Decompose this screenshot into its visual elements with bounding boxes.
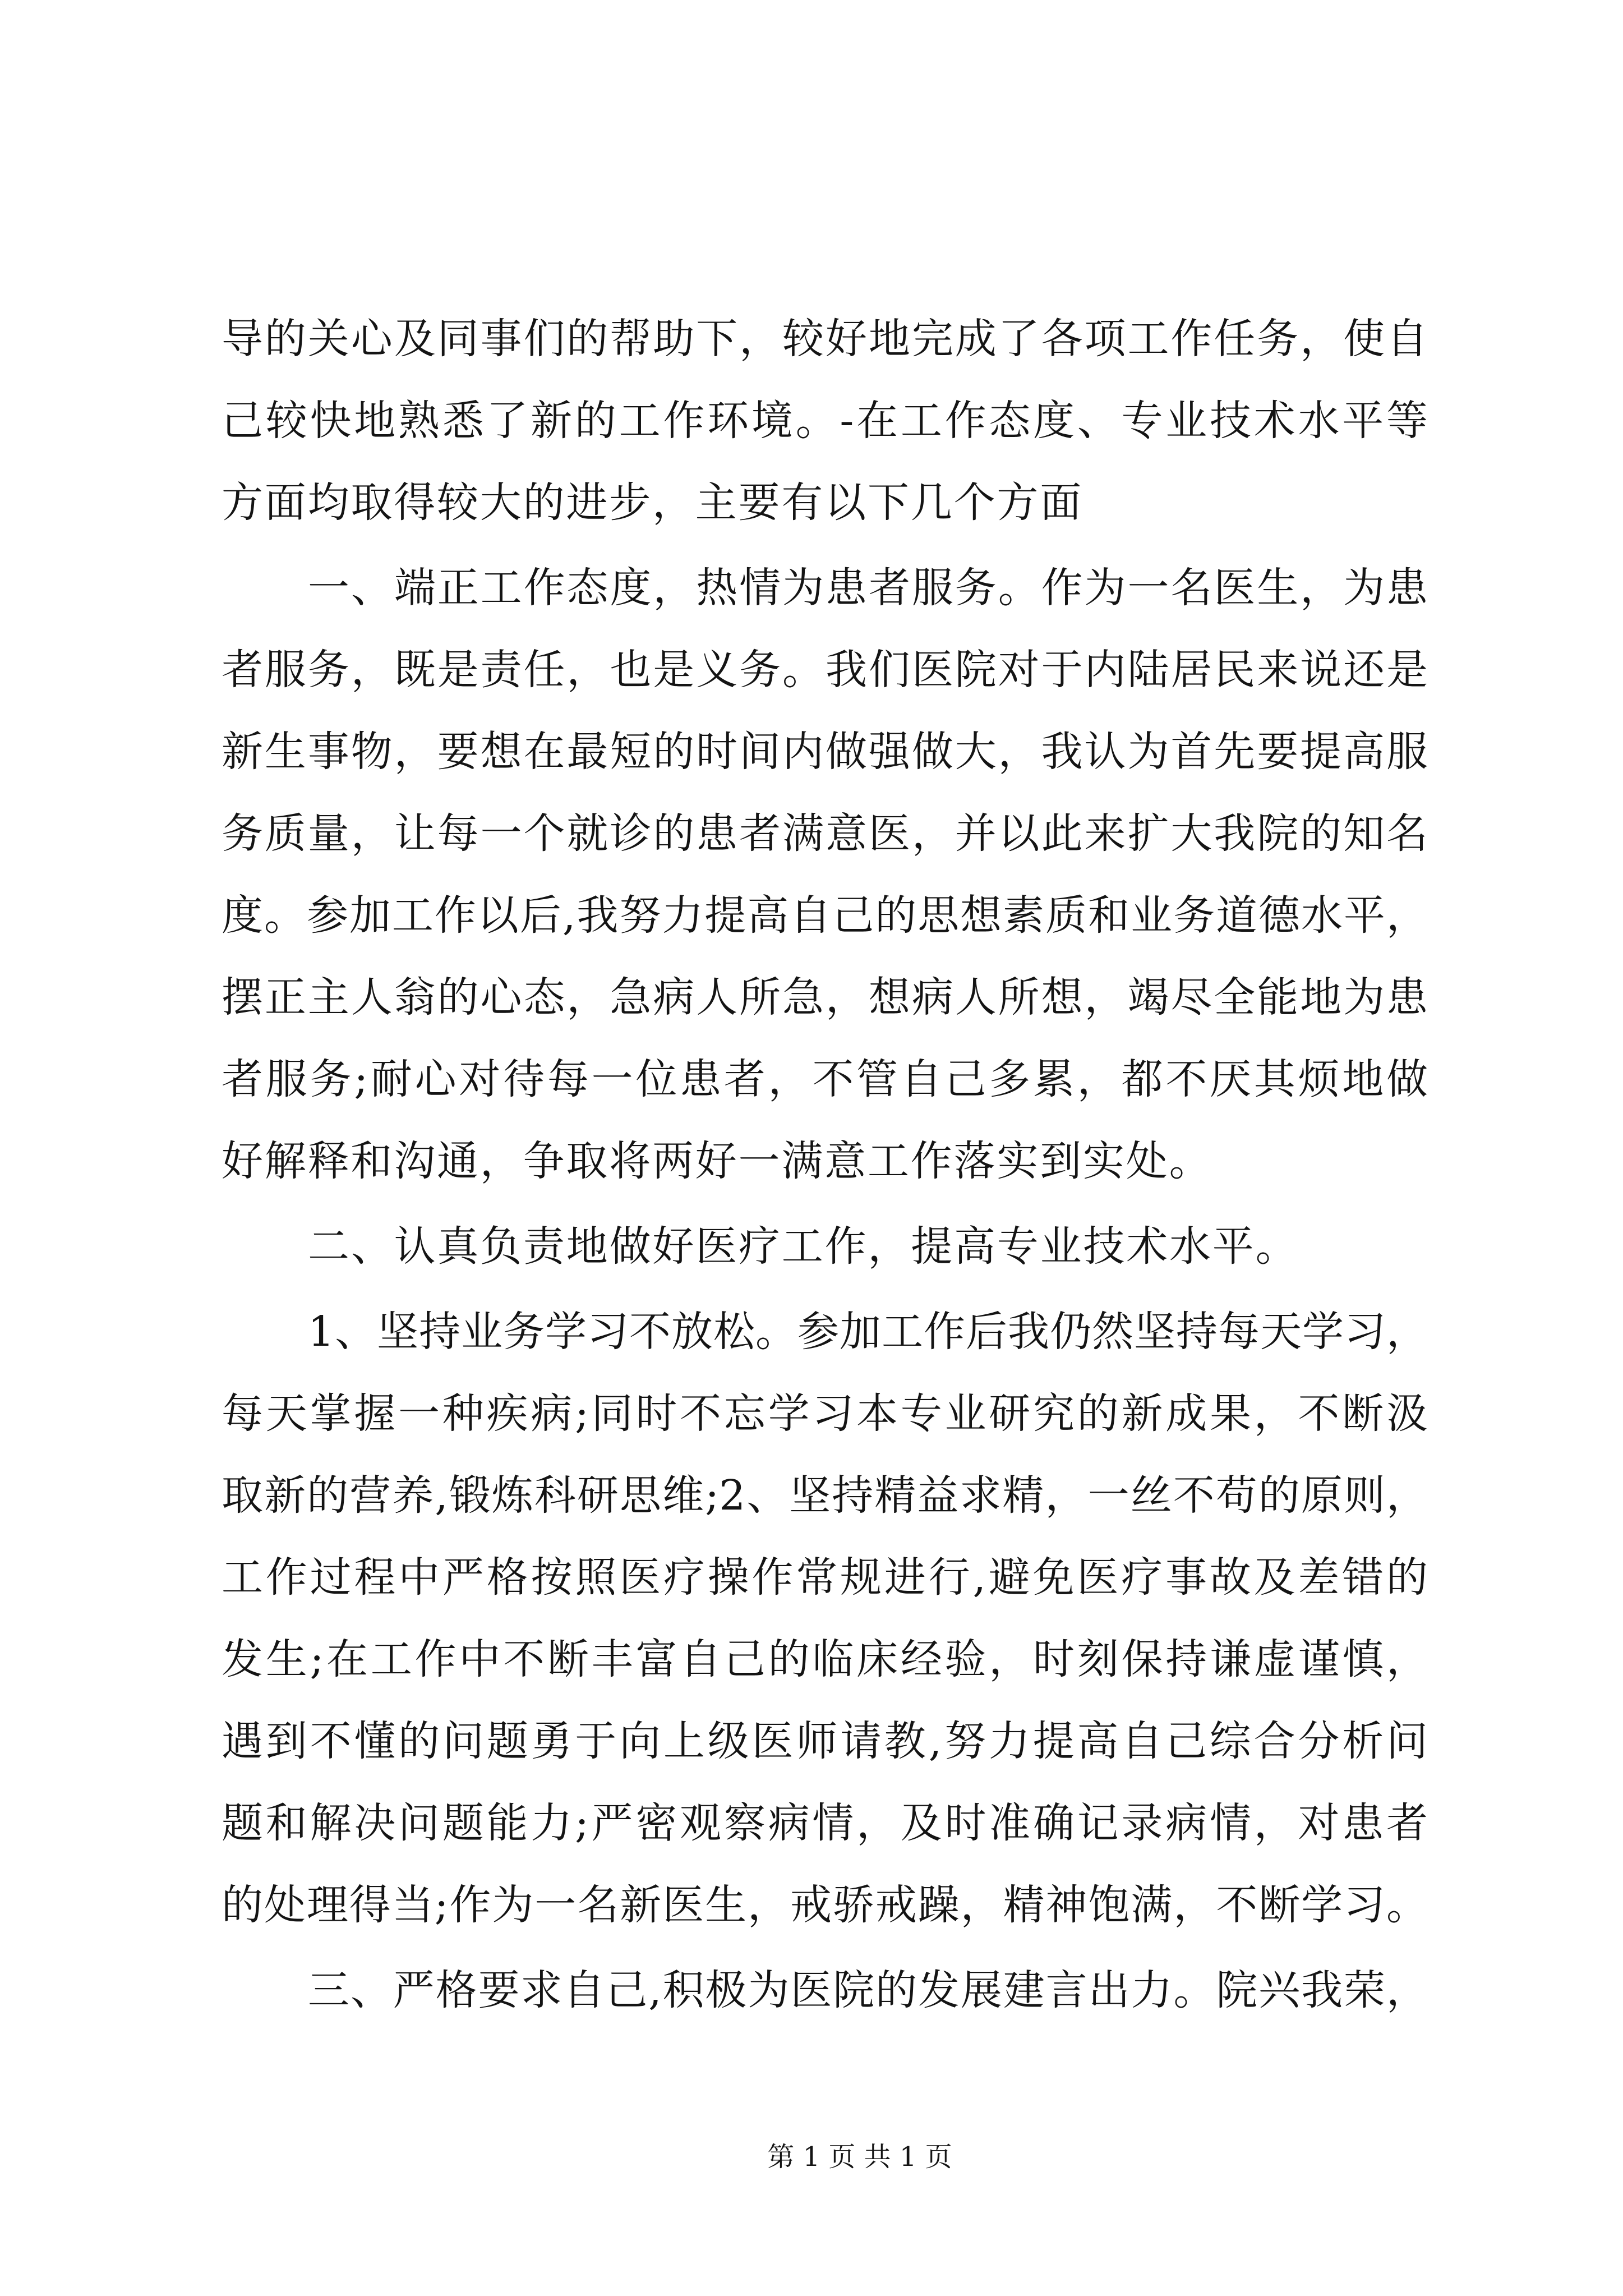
text-line: 己较快地熟悉了新的工作环境。-在工作态度、专业技术水平等	[222, 397, 1428, 445]
text-line: 取新的营养,锻炼科研思维;2、坚持精益求精，一丝不苟的原则，	[222, 1471, 1428, 1520]
text-line: 每天掌握一种疾病;同时不忘学习本专业研究的新成果，不断汲	[222, 1389, 1428, 1438]
text-line: 好解释和沟通，争取将两好一满意工作落实到实处。	[222, 1137, 1212, 1185]
text-line: 二、认真负责地做好医疗工作，提高专业技术水平。	[308, 1222, 1299, 1271]
text-line: 三、严格要求自己,积极为医院的发展建言出力。院兴我荣，	[308, 1966, 1428, 2014]
paragraph	[222, 1291, 1428, 1946]
text-line: 度。参加工作以后,我努力提高自己的思想素质和业务道德水平，	[222, 891, 1428, 940]
text-line: 工作过程中严格按照医疗操作常规进行,避免医疗事故及差错的	[222, 1553, 1428, 1602]
text-line: 务质量，让每一个就诊的患者满意医，并以此来扩大我院的知名	[222, 809, 1428, 858]
page-number-footer: 第 1 页 共 1 页	[767, 2141, 952, 2173]
text-line: 者服务，既是责任，也是义务。我们医院对于内陆居民来说还是	[222, 646, 1428, 694]
text-line: 发生;在工作中不断丰富自己的临床经验，时刻保持谦虚谨慎，	[222, 1635, 1428, 1683]
text-line: 导的关心及同事们的帮助下，较好地完成了各项工作任务，使自	[222, 315, 1428, 363]
text-line: 新生事物，要想在最短的时间内做强做大，我认为首先要提高服	[222, 728, 1428, 776]
paragraph	[222, 1949, 1428, 2031]
paragraph	[222, 547, 1428, 1202]
text-line: 者服务;耐心对待每一位患者，不管自己多累，都不厌其烦地做	[222, 1055, 1428, 1103]
text-line: 题和解决问题能力;严密观察病情，及时准确记录病情，对患者	[222, 1799, 1428, 1847]
paragraph	[222, 1205, 1428, 1287]
paragraph	[222, 298, 1428, 544]
document-body	[222, 298, 1428, 2031]
text-line: 的处理得当;作为一名新医生，戒骄戒躁，精神饱满，不断学习。	[222, 1881, 1428, 1929]
text-line: 1、坚持业务学习不放松。参加工作后我仍然坚持每天学习，	[308, 1308, 1428, 1356]
text-line: 一、端正工作态度，热情为患者服务。作为一名医生，为患	[308, 564, 1428, 612]
text-line: 方面均取得较大的进步，主要有以下几个方面	[222, 478, 1083, 527]
text-line: 摆正主人翁的心态，急病人所急，想病人所想，竭尽全能地为患	[222, 973, 1428, 1022]
text-line: 遇到不懂的问题勇于向上级医师请教,努力提高自己综合分析问	[222, 1717, 1428, 1765]
